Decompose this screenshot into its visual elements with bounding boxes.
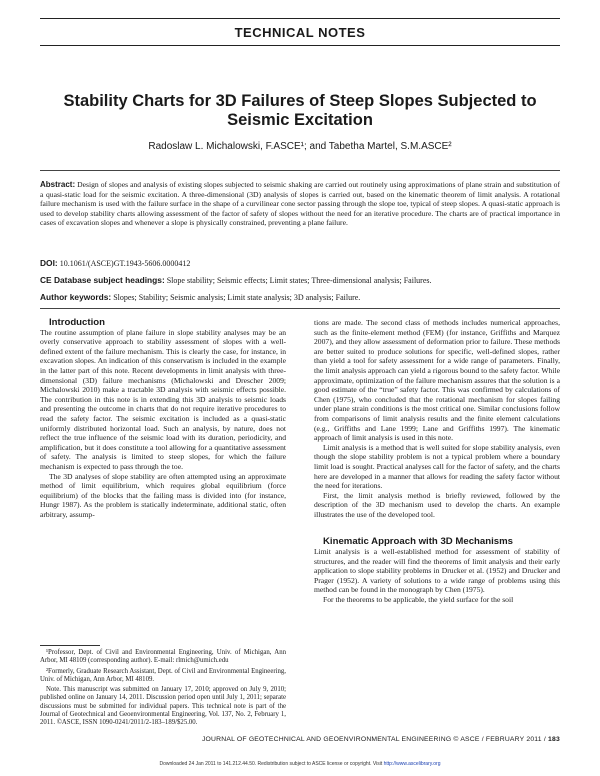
footnotes (40, 645, 286, 730)
paragraph: First, the limit analysis method is briefly reviewed, followed by the description of the 3D mechanism used to develop the charts. An example illustrates the use of the developed tool. (314, 490, 560, 519)
abstract-text: Design of slopes and analysis of existing slopes subjected to seismic shaking are carried out routinely using approximations of plane strain and substitution of a quasi-static load for the seismic excitation. A three-dimensional (3D) analysis of slopes is carried out, based on the kinematic theorem of limit analysis. A rotational failure mechanism is used with the failure surface in the shape of a curvilinear cone sector passing through the slope toe, typical of steep slopes. A quasi-static approach is used to develop stability charts allowing assessment of the factor of safety of slopes without the need for an iterative procedure. The charts are of practical importance in cases of excavation slopes and whenever a slope is physically constrained, preventing a plane failure. (40, 180, 560, 228)
section-header-label: TECHNICAL NOTES (234, 24, 366, 40)
download-notice (0, 761, 600, 767)
library-link[interactable]: http://www.ascelibrary.org (383, 761, 441, 767)
right-column (314, 318, 560, 605)
paragraph: The 3D analyses of slope stability are often attempted using an approximate method of limit equilibrium, which requires global equilibrium (force equilibrium) of the blocks that the failing mass is divided into (for instance, Hungr 1987). As the problem is statically indeterminate, additional static, often arbitrary, assump- (40, 471, 286, 519)
paragraph: The routine assumption of plane failure in slope stability analyses may be an overly conservative approach to stability assessment of slopes with a well-defined extent of the failure mechanism. This is clearly the case, for instance, in excavation slopes. An indication of this conservatism is included in the example in the latter part of this note. Recent developments in limit analysis with three-dimensional (3D) failure mechanisms (Michalowski and Drescher 2009; Michalowski 2010) make a tractable 3D analysis with seismic effects possible. The contribution in this note is in extending this 3D analysis to seismic loads and presenting the outcome in charts that do not require iterative procedures to read the safety factor. The seismic excitation is included as a quasi-static uniformly distributed horizontal load. Such an analysis, by nature, does not reflect the true influence of the seismic load with its duration, periodicity, and amplification, but it does constitute a tool allowing for a quantitative assessment of safety. The analysis is limited to steep slopes, for which the failure mechanism is expected to pass through the toe. (40, 327, 286, 471)
introduction-heading: Introduction (49, 317, 105, 328)
footnote-rule (40, 645, 100, 646)
journal-footer-text: JOURNAL OF GEOTECHNICAL AND GEOENVIRONMENTAL ENGINEERING © ASCE / FEBRUARY 2011 / (201, 736, 546, 743)
section-header (40, 18, 560, 46)
doi-line (40, 258, 560, 268)
paragraph: Limit analysis is a well-established method for assessment of stability of structures, and the reader will find the theorems of limit analysis and their early application to slope stability problems in Drucker et al. (1952) and Drucker and Prager (1952). A variety of solutions to a wide range of problems using this method can be found in the monograph by Chen (1975). (314, 547, 560, 595)
footnote-author-1: ¹Professor, Dept. of Civil and Environmental Engineering, Univ. of Michigan, Ann Arbor, MI 48109 (corresponding author). E-mail: rlmich@umich.edu (40, 649, 286, 665)
page-number: 183 (548, 736, 560, 743)
keywords-value: Slopes; Stability; Seismic analysis; Limit state analysis; 3D analysis; Failure. (113, 293, 361, 302)
page-footer (40, 736, 560, 743)
abstract (40, 180, 560, 228)
download-text: Downloaded 24 Jan 2011 to 141.212.44.50. Redistribution subject to ASCE license or copyright. Visit (159, 761, 383, 767)
paragraph: Limit analysis is a method that is well suited for slope stability analysis, even though the slope stability problem is not a typical problem where a boundary limit load is sought. Practical analyses call for the factor of safety, and the charts here are developed in a manner that allows for reading the safety factor without the need for iterations. (314, 442, 560, 491)
kinematic-approach-heading: Kinematic Approach with 3D Mechanisms (323, 536, 513, 548)
ce-database-line (40, 275, 560, 285)
left-column (40, 318, 286, 519)
abstract-top-rule (40, 170, 560, 171)
footnote-note: Note. This manuscript was submitted on January 17, 2010; approved on July 9, 2010; published online on January 14, 2011. Discussion period open until July 1, 2011; separate discussions must be submitted for individual papers. This technical note is part of the Journal of Geotechnical and Geoenvironmental Engineering, Vol. 137, No. 2, February 1, 2011. ©ASCE, ISSN 1090-0241/2011/2-183–189/$25.00. (40, 686, 286, 727)
abstract-bottom-rule (40, 308, 560, 309)
ce-database-label: CE Database subject headings: (40, 275, 165, 285)
abstract-label: Abstract: (40, 180, 76, 189)
paper-title: Stability Charts for 3D Failures of Steep Slopes Subjected to Seismic Excitation (63, 92, 537, 129)
paragraph: tions are made. The second class of methods includes numerical approaches, such as the finite-element method (FEM) (for instance, Griffiths and Marquez 2007), and they allow assessment of deformation prior to failure. These methods are better suited to produce solutions for specific, well-defined slopes, rather than yield a tool for safety assessment for a wide range of parameters. Finally, the limit analysis approach can yield a rigorous bound to the safety factor. While approximate, optimization of the failure mechanism assures that the solution is a good estimate of the “true” safety factor. This was confirmed by calculations of Chen (1975), who concluded that the rotational mechanism for slopes failing under plane strain conditions is the most critical one. Similar conclusions follow from comparisons of limit analysis results and the finite element calculations (e.g., Griffiths and Lane 1999; Lane and Griffiths 1997). The kinematic approach of limit analysis is used in this note. (314, 318, 560, 443)
doi-value[interactable]: 10.1061/(ASCE)GT.1943-5606.0000412 (59, 259, 191, 268)
paragraph: For the theorems to be applicable, the yield surface for the soil (323, 595, 514, 605)
keywords-line (40, 292, 560, 302)
ce-database-value: Slope stability; Seismic effects; Limit states; Three-dimensional analysis; Failures. (166, 276, 432, 285)
doi-label: DOI: (40, 258, 58, 268)
footnote-author-2: ²Formerly, Graduate Research Assistant, Dept. of Civil and Environmental Engineering, Univ. of Michigan, Ann Arbor, MI 48109. (40, 667, 286, 683)
keywords-label: Author keywords: (40, 292, 112, 302)
paper-authors: Radoslaw L. Michalowski, F.ASCE¹; and Tabetha Martel, S.M.ASCE² (148, 141, 452, 152)
